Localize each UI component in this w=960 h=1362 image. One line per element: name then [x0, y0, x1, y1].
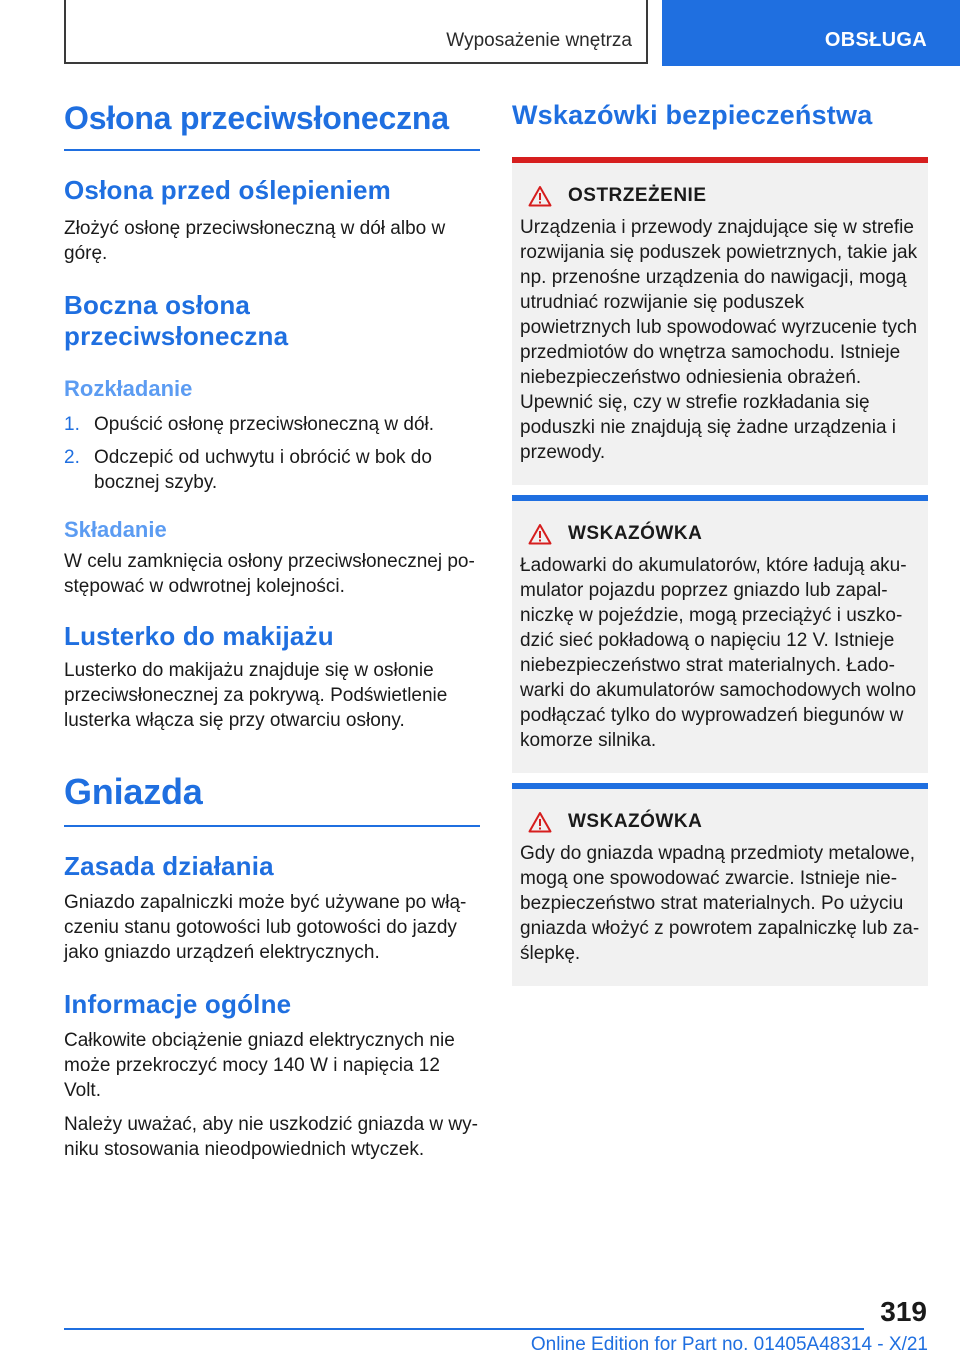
heading-folding: Składanie [64, 517, 167, 542]
note-box-title [520, 523, 920, 545]
note-metal-objects-text: Gdy do gniazda wpadną przedmioty metalowe, mogą one spowodować zwarcie. Istnieje niebezpieczeństwo strat materialnych. Po użyciu gniazda włożyć z powrotem zapalniczkę lub zaślepkę. [520, 843, 920, 964]
vanity-mirror-text: Lusterko do makijażu znajduje się w osłonie przeciwsłonecznej za pokrywą. Podświetlenie lusterka włącza się przy otwarciu osłony. [64, 660, 448, 731]
left-column [64, 100, 480, 1162]
heading-unfolding: Rozkładanie [64, 376, 193, 401]
note-box-chargers [512, 495, 928, 773]
operating-principle-text: Gniazdo zapalniczki może być używane po włączeniu stanu gotowości lub gotowości do jazdy jako gniazdo urządzeń elektrycznych. [64, 892, 467, 963]
header-section-title: Wyposażenie wnętrza [446, 30, 632, 51]
step-text: Odczepić od uchwytu i obrócić w bok do bocznej szyby. [94, 447, 432, 493]
right-column [512, 100, 928, 986]
note-box-metal-objects [512, 783, 928, 986]
general-info-text-2: Należy uważać, aby nie uszkodzić gniazda w wyniku stosowania nieodpowiednich wtyczek. [64, 1114, 478, 1160]
warning-label: OSTRZEŻENIE [568, 185, 707, 206]
step-number: 1. [64, 414, 80, 435]
folding-text: W celu zamknięcia osłony przeciwsłonecznej postępować w odwrotnej kolejności. [64, 551, 475, 597]
glare-shield-text: Złożyć osłonę przeciwsłoneczną w dół albo w górę. [64, 218, 446, 264]
list-item [64, 412, 480, 437]
note-box-title [520, 811, 920, 833]
unfold-steps-list [64, 412, 480, 495]
page-number: 319 [880, 1296, 927, 1327]
warning-triangle-icon [528, 811, 552, 833]
heading-side-sun-visor: Boczna osłona przeciwsłoneczna [64, 290, 289, 351]
list-item [64, 445, 480, 495]
note-label: WSKAZÓWKA [568, 523, 703, 544]
general-info-text-1: Całkowite obciążenie gniazd elektrycznych nie może przekroczyć mocy 140 W i napięcia 12 Volt. [64, 1030, 455, 1101]
heading-operating-principle: Zasada działania [64, 851, 274, 881]
warning-triangle-icon [528, 523, 552, 545]
header-section-tab [64, 0, 648, 64]
warning-box-title [520, 185, 920, 207]
note-label: WSKAZÓWKA [568, 811, 703, 832]
heading-general-info: Informacje ogólne [64, 989, 292, 1019]
heading-glare-shield: Osłona przed oślepieniem [64, 175, 391, 205]
heading-safety-notes: Wskazówki bezpieczeństwa [512, 100, 873, 130]
heading-sun-visor: Osłona przeciwsłoneczna [64, 100, 480, 151]
heading-sockets: Gniazda [64, 771, 480, 827]
header-chapter-title: OBSŁUGA [824, 29, 927, 51]
header-chapter-tab [662, 0, 960, 66]
note-chargers-text: Ładowarki do akumulatorów, które ładują akumulator pojazdu poprzez gniazdo lub zapalniczkę w pojeździe, mogą przeciążyć i uszkodzić sieć pokładową o napięciu 12 V. Istnieje niebezpieczeństwo strat materialnych. Ładowarki do akumulatorów samochodowych wolno podłączać tylko do wyprowadzeń biegunów w komorze silnika. [520, 555, 917, 751]
step-text: Opuścić osłonę przeciwsłoneczną w dół. [94, 414, 435, 435]
warning-box [512, 157, 928, 485]
warning-triangle-icon [528, 185, 552, 207]
footer-edition-text: Online Edition for Part no. 01405A48314 - X/21 [530, 1334, 928, 1355]
footer-divider [64, 1328, 864, 1330]
warning-text: Urządzenia i przewody znajdujące się w strefie rozwijania się poduszek powietrznych, takie jak np. przenośne urządzenia do nawigacji, mogą utrudniać rozwijanie się poduszek powietrznych lub spowodować wyrzucenie tych przedmiotów do wnętrza samochodu. Istnieje niebezpieczeństwo odniesienia obrażeń. Upewnić się, czy w strefie rozkładania się poduszki nie znajdują się żadne urządzenia i przewody. [520, 217, 918, 463]
step-number: 2. [64, 447, 80, 468]
heading-vanity-mirror: Lusterko do makijażu [64, 621, 334, 651]
